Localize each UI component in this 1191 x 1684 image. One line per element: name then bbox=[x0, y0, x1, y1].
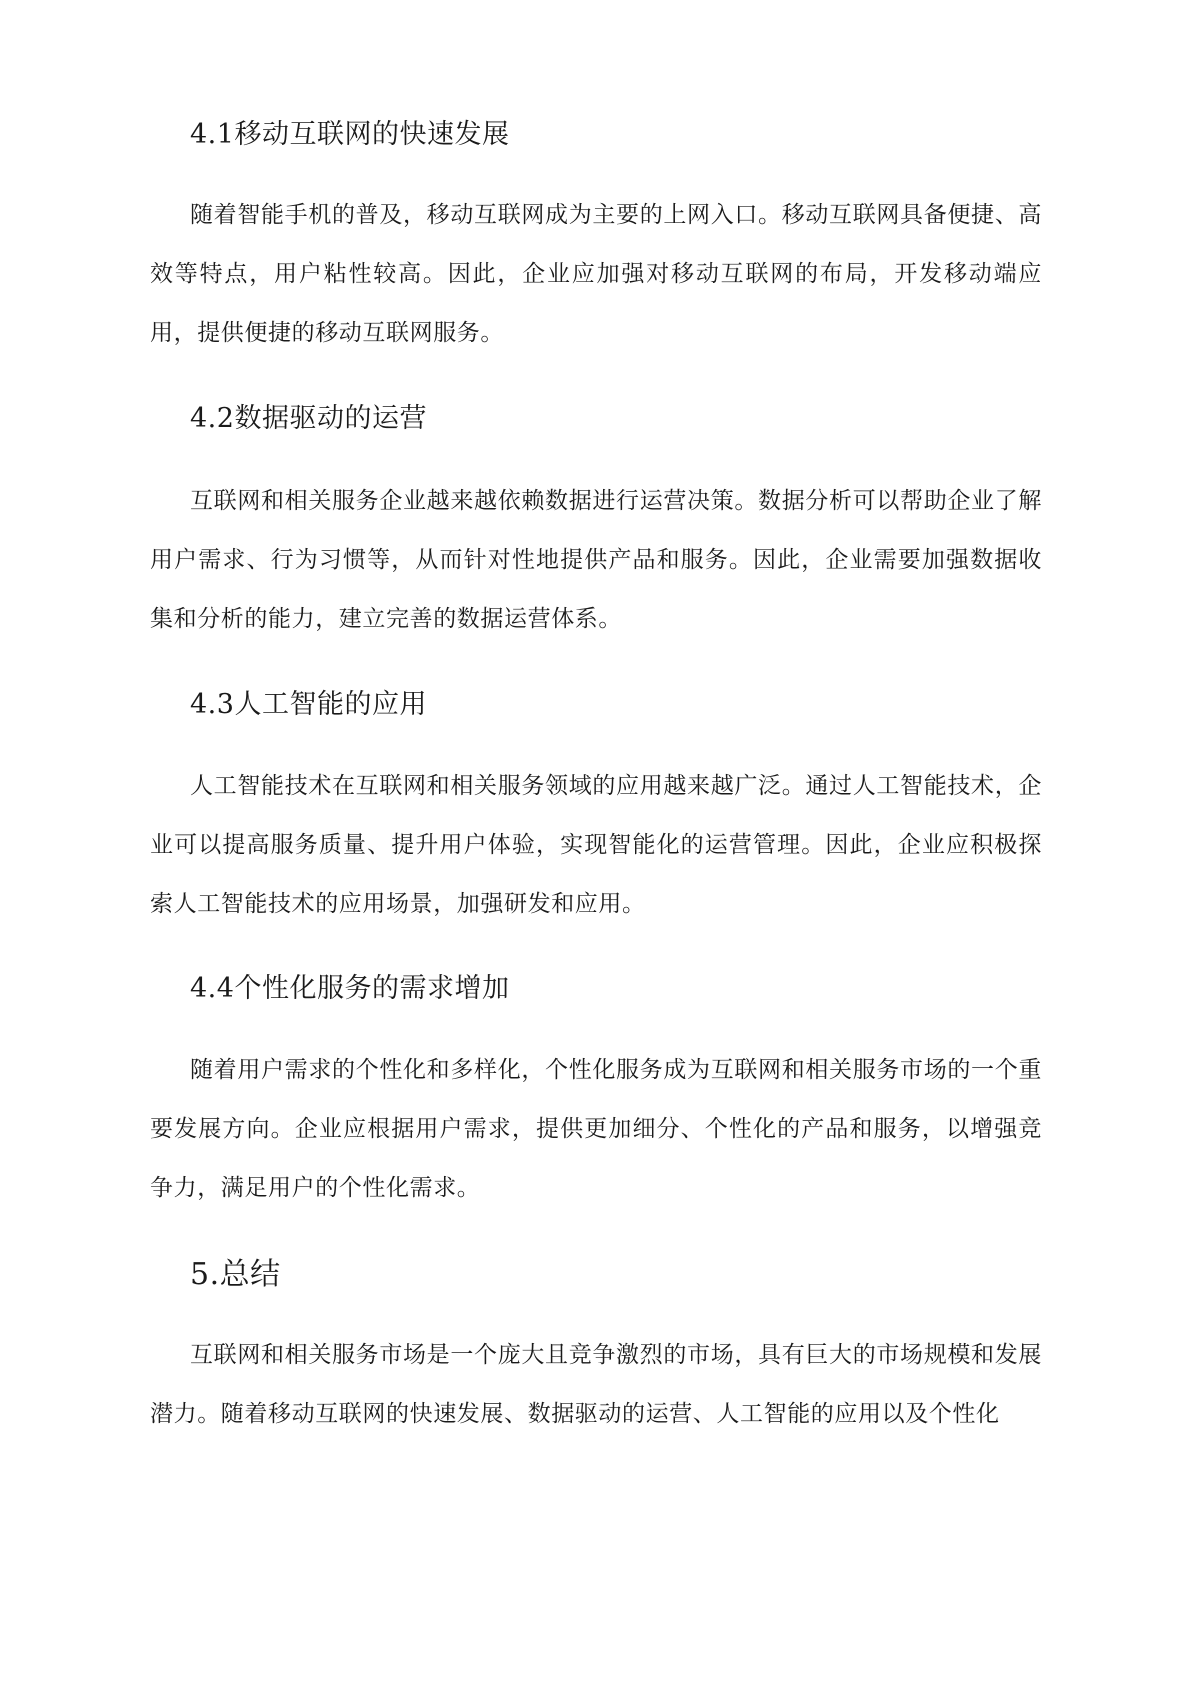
section-heading-4-3: 4.3人工智能的应用 bbox=[190, 689, 427, 720]
section-body-4-3: 人工智能技术在互联网和相关服务领域的应用越来越广泛。通过人工智能技术，企业可以提高服务质量、提升用户体验，实现智能化的运营管理。因此，企业应积极探索人工智能技术的应用场景，加强研发和应用。 bbox=[150, 773, 1042, 917]
section-body-4-4: 随着用户需求的个性化和多样化，个性化服务成为互联网和相关服务市场的一个重要发展方向。企业应根据用户需求，提供更加细分、个性化的产品和服务，以增强竞争力，满足用户的个性化需求。 bbox=[150, 1057, 1042, 1201]
section-heading-4-2: 4.2数据驱动的运营 bbox=[190, 403, 427, 434]
section-body-4-1: 随着智能手机的普及，移动互联网成为主要的上网入口。移动互联网具备便捷、高效等特点，用户粘性较高。因此，企业应加强对移动互联网的布局，开发移动端应用，提供便捷的移动互联网服务。 bbox=[150, 202, 1042, 346]
section-body-4-2: 互联网和相关服务企业越来越依赖数据进行运营决策。数据分析可以帮助企业了解用户需求、行为习惯等，从而针对性地提供产品和服务。因此，企业需要加强数据收集和分析的能力，建立完善的数据运营体系。 bbox=[150, 488, 1042, 632]
section-heading-5-summary: 5.总结 bbox=[190, 1257, 281, 1292]
section-heading-4-4: 4.4个性化服务的需求增加 bbox=[190, 973, 510, 1004]
section-body-5-summary: 互联网和相关服务市场是一个庞大且竞争激烈的市场，具有巨大的市场规模和发展潜力。随着移动互联网的快速发展、数据驱动的运营、人工智能的应用以及个性化 bbox=[150, 1342, 1042, 1427]
section-heading-4-1: 4.1移动互联网的快速发展 bbox=[190, 119, 510, 150]
